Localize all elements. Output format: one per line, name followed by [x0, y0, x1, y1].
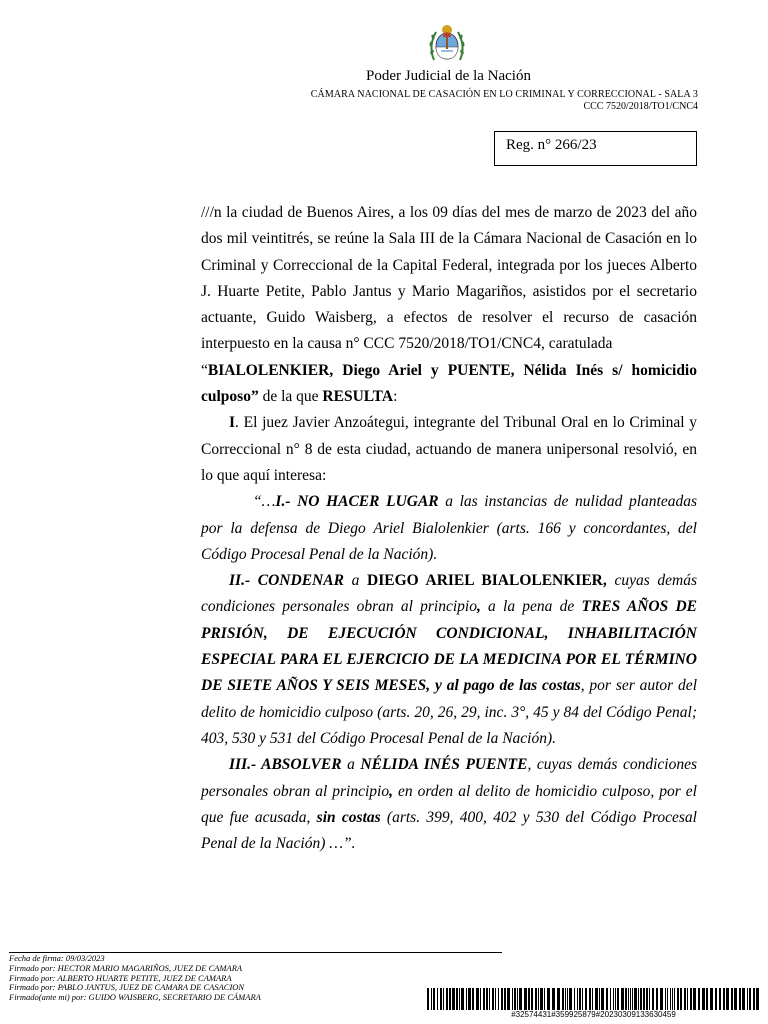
point-iii-text-3: (arts. 399, 400, 402 y 530 del Código Procesal Penal de la Nación) …”.	[201, 808, 697, 853]
paragraph-i	[201, 410, 697, 489]
sentence-penalty: TRES AÑOS DE PRISIÓN, DE EJECUCIÓN CONDICIONAL, INHABILITACIÓN ESPECIAL PARA EL EJERCICIO DE LA MEDICINA POR EL TÉRMINO DE SIETE AÑOS Y SEIS MESES	[201, 598, 697, 695]
barcode-number: #32574431#359925879#20230309133630459	[511, 1010, 676, 1019]
quote-open-mark: “…	[253, 493, 276, 511]
signature-line: Firmado por: HECTOR MARIO MAGARIÑOS, JUEZ DE CAMARA	[9, 962, 243, 973]
quote-point-ii	[201, 568, 697, 752]
cause-code: CCC 7520/2018/TO1/CNC4	[583, 101, 698, 112]
no-costs-clause: sin costas	[316, 808, 381, 826]
registry-box	[494, 131, 697, 166]
paragraph-i-text: . El juez Javier Anzoátegui, integrante del Tribunal Oral en lo Criminal y Correccional n° 8 de esta ciudad, actuando de manera unipersonal resolvió, en lo que aquí interesa:	[201, 414, 697, 484]
signature-line: Firmado(ante mi) por: GUIDO WAISBERG, SECRETARIO DE CÁMARA	[9, 992, 261, 1003]
point-ii-comma: ,	[476, 598, 481, 616]
resulta-heading: RESULTA	[322, 388, 394, 406]
point-ii-text-1: cuyas demás condiciones personales obran al principio	[201, 572, 698, 616]
intro-text: ///n la ciudad de Buenos Aires, a los 09 días del mes de marzo de 2023 del año dos mil veintitrés, se reúne la Sala III de la Cámara Nacional de Casación en lo Criminal y Correccional de la Capital Federal, integrada por los jueces Alberto J. Huarte Petite, Pablo Jantus y Mario Magariños, asistidos por el secretario actuante, Guido Waisberg, a efectos de resolver el recurso de casación interpuesto en la causa n° CCC 7520/2018/TO1/CNC4, caratulada	[201, 204, 697, 353]
point-ii-text-3: , por ser autor del delito de homicidio culposo (arts. 20, 26, 29, inc. 3°, 45 y 84 del Código Penal; 403, 530 y 531 del Código Procesal Penal de la Nación).	[201, 677, 697, 747]
quote-point-iii	[201, 752, 697, 857]
document-body	[201, 200, 697, 857]
intro-colon: :	[393, 388, 398, 406]
defendant-name-2: NÉLIDA INÉS PUENTE	[360, 756, 528, 774]
point-iii-comma: ,	[389, 782, 393, 800]
section-number: I	[229, 414, 236, 432]
paragraph-intro	[201, 200, 697, 410]
chamber-name: CÁMARA NACIONAL DE CASACIÓN EN LO CRIMINAL Y CORRECCIONAL - SALA 3	[310, 89, 698, 100]
signature-date: Fecha de firma: 09/03/2023	[9, 953, 105, 963]
point-i-text: a las instancias de nulidad planteadas por la defensa de Diego Ariel Bialolenkier (arts. 166 y concordantes, del Código Procesal Penal de la Nación).	[201, 493, 698, 563]
barcode-icon	[427, 988, 760, 1010]
costs-clause: , y al pago de las costas	[426, 677, 581, 695]
case-caption: BIALOLENKIER, Diego Ariel y PUENTE, Nélida Inés s/ homicidio culposo”	[201, 361, 697, 406]
intro-connector: de la que	[258, 388, 323, 406]
point-iii-text-2: en orden al delito de homicidio culposo, por el que fue acusada,	[201, 782, 697, 826]
argentina-coat-of-arms-icon	[426, 22, 468, 66]
institution-title: Poder Judicial de la Nación	[366, 68, 531, 84]
signature-line: Firmado por: ALBERTO HUARTE PETITE, JUEZ DE CAMARA	[9, 972, 232, 983]
point-ii-heading: II.- CONDENAR	[229, 572, 344, 590]
signature-line: Firmado por: PABLO JANTUS, JUEZ DE CAMARA DE CASACION	[9, 982, 245, 993]
point-ii-text-2: a la pena de	[480, 598, 582, 616]
signature-block	[9, 954, 261, 1003]
registry-number: Reg. n° 266/23	[506, 137, 597, 153]
point-iii-conn: a	[341, 756, 361, 774]
quote-mark: “	[201, 361, 208, 379]
point-i-heading: I.- NO HACER LUGAR	[275, 493, 439, 511]
quote-point-i	[201, 489, 697, 568]
point-ii-conn: a	[343, 572, 368, 590]
point-iii-text-1: , cuyas demás condiciones personales obran al principio	[201, 756, 697, 800]
point-iii-heading: III.- ABSOLVER	[229, 756, 342, 774]
defendant-name-1: DIEGO ARIEL BIALOLENKIER,	[367, 572, 607, 590]
